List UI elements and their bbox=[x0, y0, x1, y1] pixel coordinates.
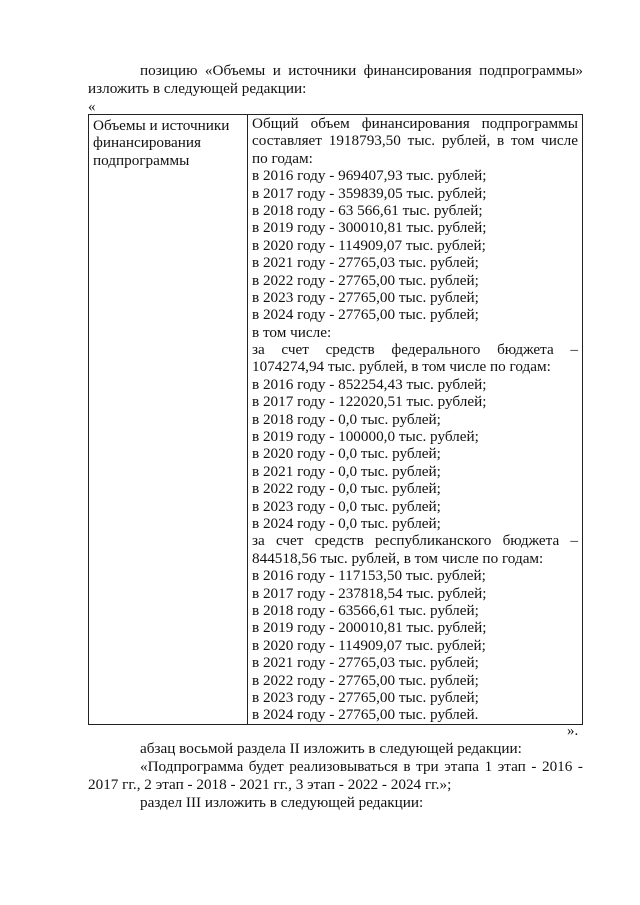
value-line: в 2021 году - 27765,03 тыс. рублей; bbox=[252, 254, 479, 272]
value-line: в 2018 году - 63566,61 тыс. рублей; bbox=[252, 601, 479, 619]
opening-quote: « bbox=[88, 99, 96, 115]
value-line: в 2020 году - 114909,07 тыс. рублей; bbox=[252, 636, 486, 654]
value-line: в 2018 году - 63 566,61 тыс. рублей; bbox=[252, 201, 483, 219]
value-line: в 2021 году - 0,0 тыс. рублей; bbox=[252, 462, 441, 480]
value-line: в 2016 году - 852254,43 тыс. рублей; bbox=[252, 375, 487, 393]
value-line: в 2024 году - 27765,00 тыс. рублей; bbox=[252, 306, 479, 324]
value-line: в 2023 году - 27765,00 тыс. рублей; bbox=[252, 288, 479, 306]
label-line: финансирования bbox=[93, 134, 201, 152]
value-line: Общий объем финансирования подпрограммы bbox=[252, 115, 578, 132]
value-line: в 2022 году - 27765,00 тыс. рублей; bbox=[252, 671, 479, 689]
paragraph-line-2: «Подпрограмма будет реализовываться в три этапа 1 этап - 2016 - bbox=[140, 758, 583, 775]
value-line: по годам: bbox=[252, 149, 313, 167]
value-line: в 2018 году - 0,0 тыс. рублей; bbox=[252, 410, 441, 428]
value-line: в 2017 году - 122020,51 тыс. рублей; bbox=[252, 393, 487, 411]
value-line: в 2022 году - 27765,00 тыс. рублей; bbox=[252, 271, 479, 289]
value-line: в 2019 году - 300010,81 тыс. рублей; bbox=[252, 219, 487, 237]
value-line: 1074274,94 тыс. рублей, в том числе по годам: bbox=[252, 358, 551, 376]
value-line: в 2017 году - 237818,54 тыс. рублей; bbox=[252, 584, 487, 602]
value-line: в том числе: bbox=[252, 323, 332, 341]
paragraph-line-3: 2017 гг., 2 этап - 2018 - 2021 гг., 3 этап - 2022 - 2024 гг.»; bbox=[88, 776, 452, 793]
value-line: в 2019 году - 100000,0 тыс. рублей; bbox=[252, 428, 479, 446]
value-line: в 2024 году - 0,0 тыс. рублей; bbox=[252, 514, 441, 532]
intro-line-2: изложить в следующей редакции: bbox=[88, 80, 307, 97]
value-line: в 2019 году - 200010,81 тыс. рублей; bbox=[252, 619, 487, 637]
value-line: в 2023 году - 27765,00 тыс. рублей; bbox=[252, 688, 479, 706]
value-line: в 2024 году - 27765,00 тыс. рублей. bbox=[252, 706, 479, 724]
value-line: составляет 1918793,50 тыс. рублей, в том числе bbox=[252, 132, 578, 150]
intro-line-1: позицию «Объемы и источники финансирования подпрограммы» bbox=[140, 62, 583, 79]
table-label-cell bbox=[89, 115, 248, 725]
closing-quote: ». bbox=[567, 723, 579, 739]
value-line: в 2023 году - 0,0 тыс. рублей; bbox=[252, 497, 441, 515]
value-line: в 2017 году - 359839,05 тыс. рублей; bbox=[252, 184, 487, 202]
value-line: 844518,56 тыс. рублей, в том числе по годам: bbox=[252, 549, 544, 567]
value-line: в 2016 году - 117153,50 тыс. рублей; bbox=[252, 567, 486, 585]
value-line: в 2020 году - 114909,07 тыс. рублей; bbox=[252, 236, 486, 254]
paragraph-line-1: абзац восьмой раздела II изложить в следующей редакции: bbox=[140, 740, 522, 757]
financing-table bbox=[88, 114, 583, 725]
label-line: подпрограммы bbox=[93, 151, 190, 169]
table-row bbox=[89, 115, 583, 725]
value-line: в 2021 году - 27765,03 тыс. рублей; bbox=[252, 654, 479, 672]
value-line: за счет средств федерального бюджета – bbox=[252, 341, 578, 359]
value-line: в 2016 году - 969407,93 тыс. рублей; bbox=[252, 167, 487, 185]
label-line: Объемы и источники bbox=[93, 117, 230, 134]
paragraph-line-4: раздел III изложить в следующей редакции: bbox=[140, 794, 424, 811]
value-line: в 2020 году - 0,0 тыс. рублей; bbox=[252, 445, 441, 463]
table-value-cell bbox=[248, 115, 583, 725]
value-line: за счет средств республиканского бюджета – bbox=[252, 532, 578, 550]
value-line: в 2022 году - 0,0 тыс. рублей; bbox=[252, 480, 441, 498]
